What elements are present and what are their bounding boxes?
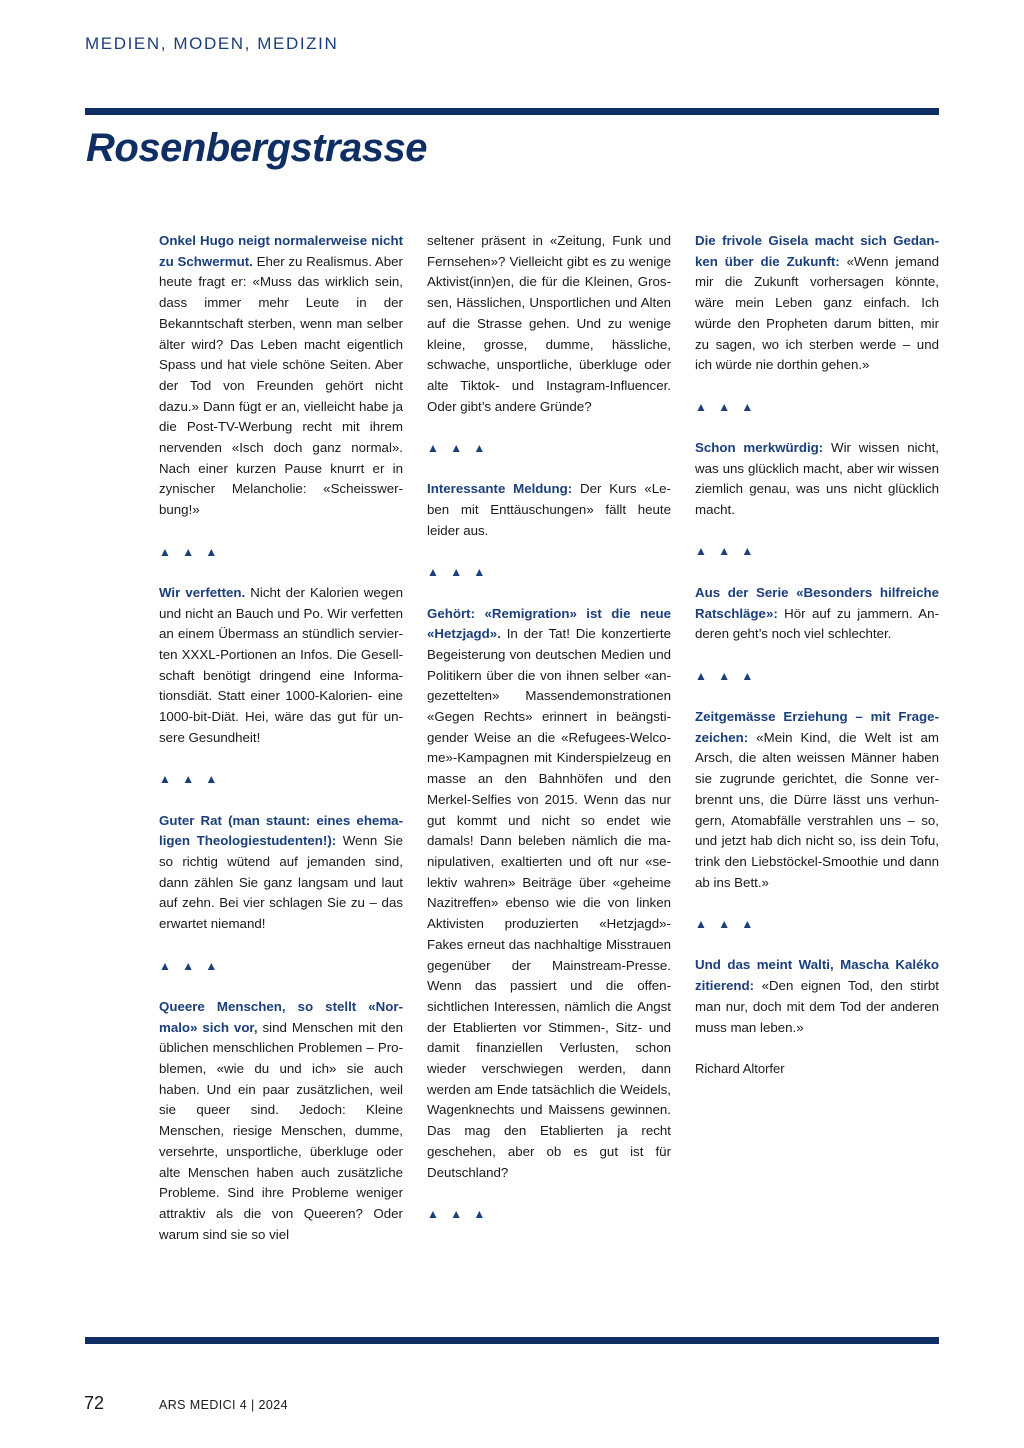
column-1 <box>159 231 403 1245</box>
paragraph-lead: Queere Menschen, so stellt «Normalo» sich vor, <box>159 998 403 1035</box>
paragraph-lead: Gehört: «Remigration» ist die neue «Hetzjagd». <box>427 605 671 642</box>
page-number: 72 <box>84 1393 105 1413</box>
paragraph-text: Hör auf zu jammern. Anderen geht’s noch viel schlechter. <box>695 605 939 642</box>
paragraph-text: seltener präsent in «Zeitung, Funk und Fernsehen»? Vielleicht gibt es zu wenige Aktivist(inn)en, die für die Kleinen, Grossen, Hässlichen, Unsportlichen und Alten auf die Strasse gehen. Und zu wenige kleine, grosse, dumme, hässliche, schwache, unsportliche, überkluge oder alte Tiktok- und Instagram-Influencer. Oder gibt’s andere Gründe? <box>427 233 671 414</box>
paragraph-text: In der Tat! Die konzertierte Begeisterung von deutschen Medien und Politikern über die von ihnen selber «angezettelten» Massendemonstrationen «Gegen Rechts» erinnert in beängstigender Weise an die «Refugees-Welcome»-Kampagnen mit Kinderspielzeug en masse an den Bahnhöfen und den Merkel-Selfies von 2015. Wenn das nur gut kommt und nicht so endet wie damals! Dann beleben nämlich die manipulativen, exaltierten und oft nur «selektiv wahren» Beiträge über «geheime Nazitreffen» ebenso wie die von linken Aktivisten produzierten «Hetzjagd»-Fakes erneut das nachhaltige Misstrauen gegenüber der Mainstream-Presse. Wenn das passiert und die offensichtlichen Interessen, nämlich die Angst der Etablierten vor Stimmen-, Sitz- und damit finanziellen Verlusten, schon wieder verschwiegen werden, dann werden am Ende tatsächlich die Weidels, Wagenknechts und Maissens gewinnen. Das mag den Etablierten ja recht geschehen, aber ob es gut ist für Deutschland? <box>427 626 671 1180</box>
paragraph-lead: Onkel Hugo neigt normalerweise nicht zu Schwermut. <box>159 233 403 269</box>
paragraph-lead: Zeitgemässe Erziehung – mit Fragezeichen: <box>695 709 939 745</box>
column-3 <box>695 231 939 1080</box>
paragraph-text: Wenn Sie so richtig wütend auf jemanden sind, dann zählen Sie ganz langsam und laut auf zehn. Bei vier schlagen Sie zu – das erwartet niemand! <box>159 833 403 932</box>
paragraph-text: sind Menschen mit den üblichen menschlichen Problemen – Problemen, «wie du und ich» sie auch haben. Und ein paar zusätzlichen, weil sie queer sind. Jedoch: Kleine Menschen, riesige Menschen, dumme, versehrte, unsportliche, überkluge oder alte Menschen haben auch zusätzliche Probleme. Sind ihre Probleme weniger attraktiv als die von Queeren? Oder warum sind sie so viel <box>159 1019 403 1242</box>
separator-triangles: ▲ ▲ ▲ <box>427 1206 490 1221</box>
article-title: Rosenbergstrasse <box>86 126 428 170</box>
column-2 <box>427 231 671 1245</box>
separator-triangles: ▲ ▲ ▲ <box>427 565 490 580</box>
paragraph <box>695 955 939 1038</box>
separator-triangles: ▲ ▲ ▲ <box>159 958 222 973</box>
paragraph-text: Wir wissen nicht, was uns glücklich macht, aber wir wissen ziemlich genau, was uns nicht glücklich macht. <box>695 439 939 518</box>
paragraph <box>427 479 671 541</box>
paragraph-text: Eher zu Realismus. Aber heute fragt er: «Muss das wirklich sein, dass immer mehr Leute in der Bekanntschaft sterben, wenn man selber älter wird? Das Leben macht eigentlich Spass und hat viele schöne Seiten. Aber der Tod von Freunden gehört nicht dazu.» Dann fügt er an, vielleicht habe ja die Post-TV-Werbung recht mit ihrem nervenden «Isch doch ganz normal». Nach einer kurzen Pause knurrt er in zynischer Melancholie: «Scheisswerbung!» <box>159 253 403 518</box>
paragraph <box>159 997 403 1245</box>
separator-triangles: ▲ ▲ ▲ <box>159 772 222 787</box>
paragraph-lead: Schon merkwürdig: <box>695 439 824 455</box>
separator-triangles: ▲ ▲ ▲ <box>695 668 758 683</box>
top-rule <box>85 108 939 115</box>
separator-triangles: ▲ ▲ ▲ <box>695 544 758 559</box>
paragraph <box>159 811 403 935</box>
paragraph-lead: Aus der Serie «Besonders hilfreiche Ratschläge»: <box>695 584 939 621</box>
section-label: MEDIEN, MODEN, MEDIZIN <box>85 34 339 53</box>
paragraph-lead: Die frivole Gisela macht sich Gedanken über die Zukunft: <box>695 233 939 269</box>
paragraph-lead: Und das meint Walti, Mascha Kaléko zitierend: <box>695 957 939 994</box>
paragraph <box>695 438 939 521</box>
separator-triangles: ▲ ▲ ▲ <box>695 399 758 414</box>
separator-triangles: ▲ ▲ ▲ <box>695 917 758 932</box>
paragraph <box>159 583 403 749</box>
paragraph-lead: Interessante Meldung: <box>427 481 573 497</box>
separator-triangles: ▲ ▲ ▲ <box>427 441 490 456</box>
author-signature: Richard Altorfer <box>695 1060 785 1076</box>
paragraph-text: «Wenn jemand mir die Zukunft vorhersagen könnte, wäre mein Leben ganz einfach. Ich würde den Propheten darum bitten, mir zu sagen, wo ich sterben werde – und ich würde nie dorthin gehen.» <box>695 253 939 373</box>
paragraph <box>427 231 671 417</box>
paragraph-text: Nicht der Kalorien wegen und nicht an Bauch und Po. Wir verfetten an einem Übermass an stündlich servierten XXXL-Portionen an Infos. Die Gesellschaft benötigt dringend eine Informationsdiät. Statt einer 1000-Kalorien- eine 1000-bit-Diät. Hei, wäre das gut für unsere Gesundheit! <box>159 584 403 745</box>
paragraph-lead: Wir verfetten. <box>159 584 246 600</box>
paragraph <box>695 707 939 893</box>
paragraph-text: «Den eignen Tod, den stirbt man nur, doch mit dem Tod der anderen muss man leben.» <box>695 978 939 1035</box>
separator-triangles: ▲ ▲ ▲ <box>159 544 222 559</box>
bottom-rule <box>85 1337 939 1344</box>
paragraph <box>159 231 403 521</box>
paragraph <box>695 583 939 645</box>
paragraph <box>427 604 671 1184</box>
paragraph-lead: Guter Rat (man staunt: eines ehemaligen Theologiestudenten!): <box>159 812 403 849</box>
paragraph-text: «Mein Kind, die Welt ist am Arsch, die alten weissen Männer haben sie zugrunde gerichtet, die Sonne verbrennt uns, die Dürre lässt uns verhungern, Atomabfälle verstrahlen uns – so, und jetzt hab dich nicht so, iss dein Tofu, trink den Liebstöckel-Smoothie und dann ab ins Bett.» <box>695 729 939 890</box>
journal-citation: ARS MEDICI 4 | 2024 <box>159 1398 288 1412</box>
paragraph <box>695 231 939 376</box>
paragraph-text: Der Kurs «Leben mit Enttäuschungen» fällt heute leider aus. <box>427 481 671 538</box>
